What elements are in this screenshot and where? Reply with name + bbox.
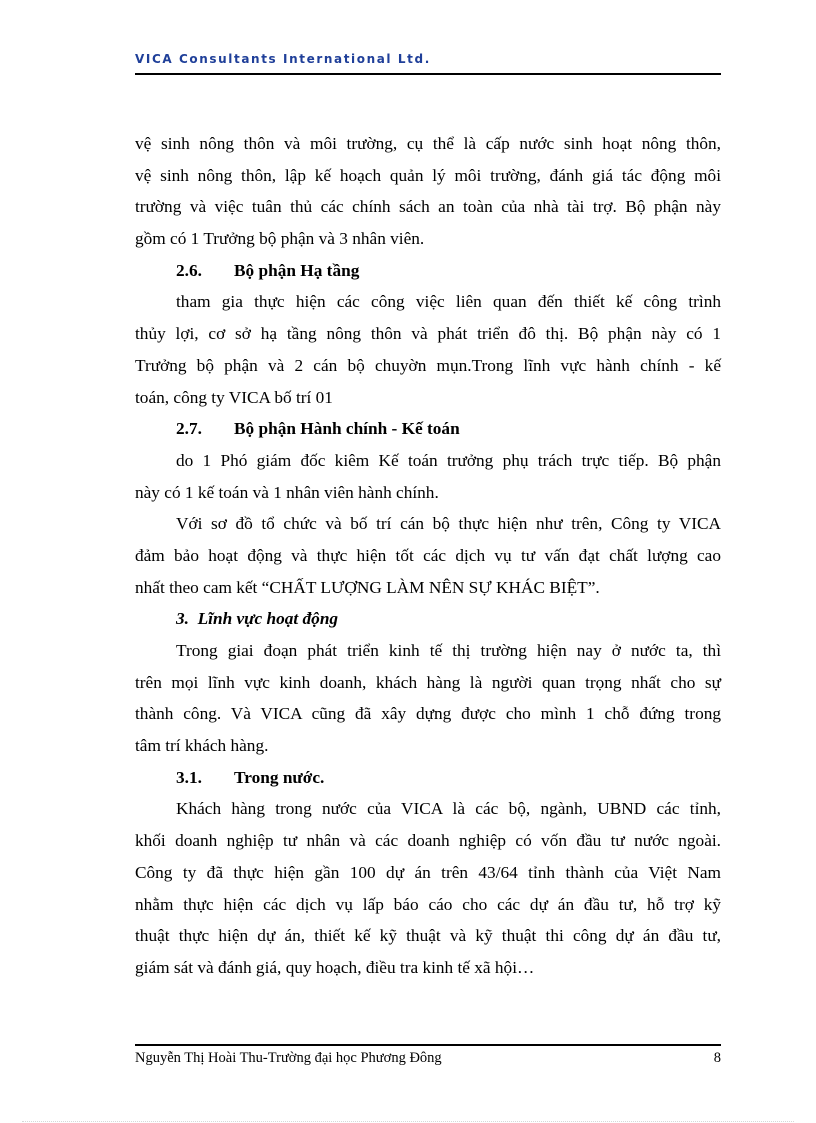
paragraph-line: thành công. Và VICA cũng đã xây dựng được cho mình 1 chỗ đứng trong [135, 704, 721, 724]
paragraph-line: thuật thực hiện dự án, thiết kế kỹ thuật và kỹ thuật thi công dự án đầu tư, [135, 926, 721, 946]
body-text [135, 128, 721, 984]
paragraph-line: gồm có 1 Trưởng bộ phận và 3 nhân viên. [135, 229, 425, 249]
paragraph-line: trường và việc tuân thủ các chính sách an toàn của nhà tài trợ. Bộ phận này [135, 197, 721, 217]
paragraph-line: Khách hàng trong nước của VICA là các bộ, ngành, UBND các tỉnh, [176, 799, 721, 819]
paragraph-line: đảm bảo hoạt động và thực hiện tốt các dịch vụ tư vấn đạt chất lượng cao [135, 545, 721, 565]
section-title: Trong nước. [234, 767, 325, 787]
paragraph-line: này có 1 kế toán và 1 nhân viên hành chính. [135, 482, 439, 502]
paragraph-line: nhằm thực hiện các dịch vụ lấp báo cáo cho các dự án đầu tư, hỗ trợ kỹ [135, 894, 721, 914]
section-number: 3. [176, 609, 189, 629]
footer-rule [135, 1044, 721, 1046]
paragraph-line: tâm trí khách hàng. [135, 736, 269, 756]
header-company-name: VICA Consultants International Ltd. [135, 52, 431, 66]
section-heading-2-7 [135, 413, 721, 445]
section-title: Bộ phận Hành chính - Kế toán [234, 419, 460, 439]
paragraph-line: do 1 Phó giám đốc kiêm Kế toán trưởng phụ trách trực tiếp. Bộ phận [176, 450, 721, 470]
paragraph-line: Trưởng bộ phận và 2 cán bộ chuyờn mụn.Trong lĩnh vực hành chính - kế [135, 355, 721, 375]
paragraph-line: tham gia thực hiện các công việc liên quan đến thiết kế công trình [176, 292, 721, 312]
paragraph-line: nhất theo cam kết “CHẤT LƯỢNG LÀM NÊN SỰ KHÁC BIỆT”. [135, 577, 600, 597]
section-title: Lĩnh vực hoạt động [197, 609, 339, 629]
paragraph-line: thủy lợi, cơ sở hạ tầng nông thôn và phát triển đô thị. Bộ phận này có 1 [135, 324, 721, 344]
section-number: 2.6. [176, 260, 202, 280]
paragraph-line: Công ty đã thực hiện gần 100 dự án trên 43/64 tỉnh thành của Việt Nam [135, 862, 721, 882]
paragraph-line: trên mọi lĩnh vực kinh doanh, khách hàng là người quan trọng nhất cho sự [135, 672, 721, 692]
section-heading-2-6 [135, 255, 721, 287]
footer-author: Nguyễn Thị Hoài Thu-Trường đại học Phương Đông [135, 1050, 442, 1066]
paragraph-line: Trong giai đoạn phát triển kinh tế thị trường hiện nay ở nước ta, thì [176, 641, 721, 660]
section-heading-3-1 [135, 762, 721, 794]
section-number: 2.7. [176, 419, 202, 439]
section-number: 3.1. [176, 767, 202, 787]
paragraph-line: giám sát và đánh giá, quy hoạch, điều tra kinh tế xã hội… [135, 957, 535, 977]
paragraph-line: vệ sinh nông thôn và môi trường, cụ thể là cấp nước sinh hoạt nông thôn, [135, 134, 721, 153]
paragraph-line: vệ sinh nông thôn, lập kế hoạch quản lý môi trường, đánh giá tác động môi [135, 165, 721, 185]
header-rule [135, 73, 721, 75]
section-heading-3 [135, 603, 721, 635]
paragraph-line: Với sơ đồ tổ chức và bố trí cán bộ thực hiện như trên, Công ty VICA [176, 514, 721, 534]
paragraph-line: khối doanh nghiệp tư nhân và các doanh nghiệp có vốn đầu tư nước ngoài. [135, 831, 721, 851]
page-number: 8 [713, 1050, 721, 1066]
page-boundary-dots [22, 1121, 794, 1122]
section-title: Bộ phận Hạ tầng [234, 260, 360, 280]
paragraph-line: toán, công ty VICA bố trí 01 [135, 387, 333, 407]
